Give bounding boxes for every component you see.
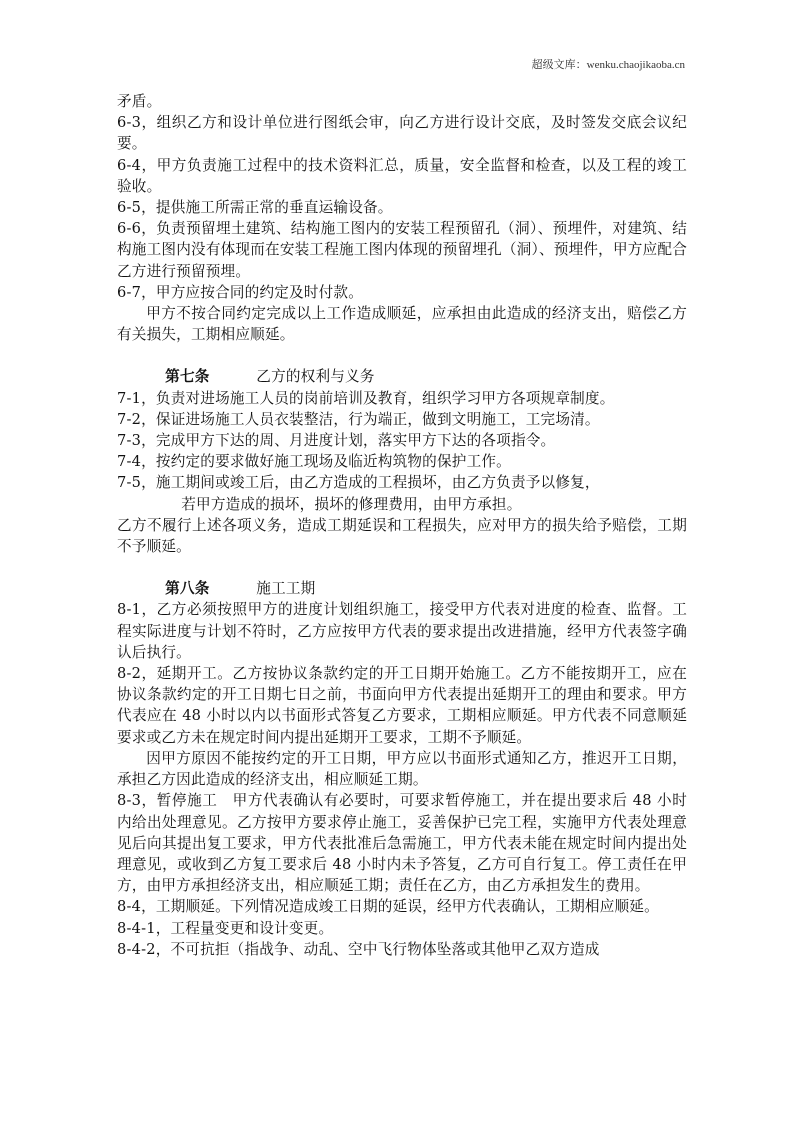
clause-7-3: 7-3，完成甲方下达的周、月进度计划，落实甲方下达的各项指令。 (117, 432, 556, 450)
clause-8-4-1: 8-4-1，工程量变更和设计变更。 (117, 919, 334, 937)
paragraph-obligation: 乙方不履行上述各项义务，造成工期延误和工程损失，应对甲方的损失给予赔偿，工期不予顺延。 (117, 516, 687, 556)
clause-6-4: 6-4，甲方负责施工过程中的技术资料汇总，质量，安全监督和检查，以及工程的竣工验收。 (117, 156, 687, 195)
continuation-block (117, 91, 687, 345)
clause-8-3: 8-3，暂停施工 甲方代表确认有必要时，可要求暂停施工，并在提出要求后 48 小时内给出处理意见。乙方按甲方要求停止施工，妥善保护已完工程，实施甲方代表处理意见后向其提出复工要求，甲方代表批准后急需施工，甲方代表未能在规定时间内提出处理意见，或收到乙方复工要求后 48 小时内未予答复，乙方可自行复工。停工责任在甲方，由甲方承担经济支出，相应顺延工期；责任在乙方，由乙方承担发生的费用。 (117, 792, 687, 895)
clause-8-4-2: 8-4-2，不可抗拒（指战争、动乱、空中飞行物体坠落或其他甲乙双方造成 (117, 940, 600, 958)
paragraph-delay: 因甲方原因不能按约定的开工日期，甲方应以书面形式通知乙方，推迟开工日期，承担乙方因此造成的经济支出，相应顺延工期。 (117, 749, 687, 789)
page-header-source: 超级文库：wenku.chaojikaoba.cn (531, 59, 685, 71)
clause-7-2: 7-2，保证进场施工人员衣装整洁，行为端正，做到文明施工，工完场清。 (117, 410, 600, 428)
article-number: 第八条 (165, 580, 210, 598)
article-7 (117, 366, 687, 557)
clause-7-5-continued: 若甲方造成的损坏，损坏的修理费用，由甲方承担。 (181, 495, 522, 513)
article-title: 乙方的权利与义务 (256, 368, 375, 386)
paragraph-penalty: 甲方不按合同约定完成以上工作造成顺延，应承担由此造成的经济支出，赔偿乙方有关损失，工期相应顺延。 (117, 305, 687, 344)
clause-6-3: 6-3，组织乙方和设计单位进行图纸会审，向乙方进行设计交底，及时签发交底会议纪要。 (117, 114, 687, 153)
clause-7-4: 7-4，按约定的要求做好施工现场及临近构筑物的保护工作。 (117, 453, 511, 471)
spacer (117, 345, 687, 366)
clause-8-1: 8-1，乙方必须按照甲方的进度计划组织施工，接受甲方代表对进度的检查、监督。工程实际进度与计划不符时，乙方应按甲方代表的要求提出改进措施，经甲方代表签字确认后执行。 (117, 601, 687, 661)
section-heading (117, 366, 687, 387)
clause-7-5: 7-5，施工期间或竣工后，由乙方造成的工程损坏，由乙方负责予以修复， (117, 474, 600, 492)
clause-6-7: 6-7，甲方应按合同的约定及时付款。 (117, 283, 364, 301)
article-8 (117, 578, 687, 960)
article-number: 第七条 (165, 368, 210, 386)
clause-8-4: 8-4，工期顺延。下列情况造成竣工日期的延误，经甲方代表确认，工期相应顺延。 (117, 898, 659, 916)
clause-8-2: 8-2，延期开工。乙方按协议条款约定的开工日期开始施工。乙方不能按期开工，应在协议条款约定的开工日期七日之前，书面向甲方代表提出延期开工的理由和要求。甲方代表应在 48 小时以内以书面形式答复乙方要求，工期相应顺延。甲方代表不同意顺延要求或乙方未在规定时间内提出延期开工要求，工期不予顺延。 (117, 665, 687, 746)
spacer (117, 557, 687, 578)
section-heading (117, 578, 687, 599)
document-body (117, 91, 687, 960)
paragraph: 矛盾。 (117, 93, 162, 110)
clause-7-1: 7-1，负责对进场施工人员的岗前培训及教育，组织学习甲方各项规章制度。 (117, 389, 615, 407)
article-title: 施工工期 (256, 580, 316, 598)
clause-6-5: 6-5，提供施工所需正常的垂直运输设备。 (117, 199, 393, 217)
clause-6-6: 6-6，负责预留埋土建筑、结构施工图内的安装工程预留孔（洞）、预埋件，对建筑、结构施工图内没有体现而在安装工程施工图内体现的预留埋孔（洞）、预埋件，甲方应配合乙方进行预留预埋。 (117, 220, 687, 280)
